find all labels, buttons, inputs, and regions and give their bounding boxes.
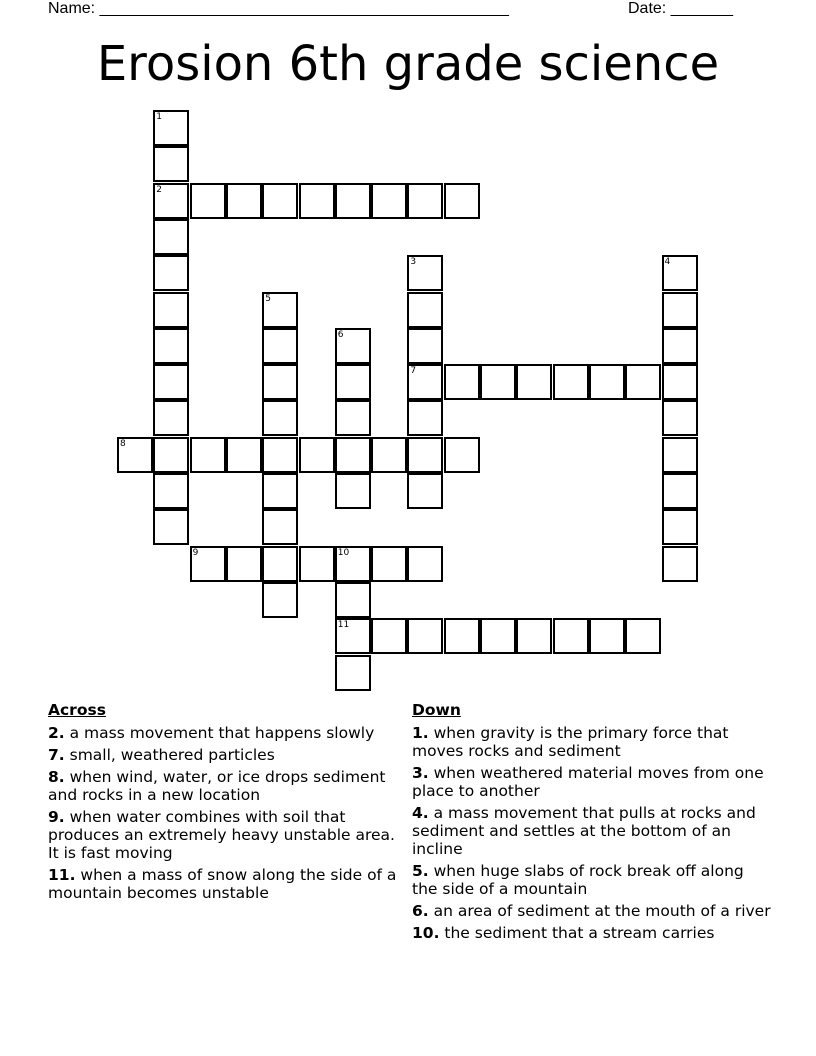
clue-num: 6. [412,902,429,920]
clue-number: 7 [410,366,417,377]
clue-text: when a mass of snow along the side of a mountain becomes unstable [48,866,397,902]
clue-number: 2 [156,184,163,195]
grid-cell[interactable] [662,292,698,328]
grid-cell[interactable] [407,546,443,582]
grid-cell[interactable] [662,509,698,545]
grid-cell[interactable] [226,183,262,219]
grid-cell[interactable] [299,437,335,473]
clue-number: 4 [664,257,671,268]
grid-cell[interactable] [407,400,443,436]
clue-text: when water combines with soil that produces an extremely heavy unstable area. It is fast moving [48,808,395,862]
grid-cell[interactable] [553,364,589,400]
down-clue [412,902,772,920]
grid-cell[interactable] [662,473,698,509]
clue-num: 7. [48,746,65,764]
grid-cell[interactable] [662,328,698,364]
grid-cell[interactable] [190,437,226,473]
grid-cell[interactable] [407,183,443,219]
clue-number: 8 [120,438,126,449]
across-clue [48,808,400,862]
grid-cell[interactable] [371,437,407,473]
clue-number: 11 [337,620,350,631]
grid-cell[interactable] [262,473,298,509]
grid-cell[interactable] [516,618,552,654]
clue-num: 3. [412,764,429,782]
grid-cell[interactable] [262,183,298,219]
across-clue [48,746,400,764]
grid-cell[interactable] [589,618,625,654]
grid-cell[interactable] [407,618,443,654]
grid-cell[interactable] [153,437,189,473]
clue-num: 1. [412,724,429,742]
down-clues [412,700,772,946]
grid-cell[interactable] [262,546,298,582]
grid-cell[interactable] [625,364,661,400]
grid-cell[interactable] [335,546,371,582]
grid-cell[interactable] [371,546,407,582]
grid-cell[interactable] [407,364,443,400]
clue-number: 9 [192,547,199,558]
grid-cell[interactable] [371,618,407,654]
grid-cell[interactable] [516,364,552,400]
grid-cell[interactable] [226,546,262,582]
across-clue [48,866,400,902]
grid-cell[interactable] [153,183,189,219]
clue-number: 3 [410,257,417,268]
grid-cell[interactable] [553,618,589,654]
grid-cell[interactable] [335,328,371,364]
grid-cell[interactable] [407,473,443,509]
grid-cell[interactable] [335,437,371,473]
clue-text: an area of sediment at the mouth of a river [428,902,771,920]
clue-text: a mass movement that happens slowly [64,724,375,742]
clue-text: when gravity is the primary force that moves rocks and sediment [412,724,729,760]
clue-text: the sediment that a stream carries [439,924,715,942]
clue-num: 10. [412,924,440,942]
grid-cell[interactable] [299,183,335,219]
grid-cell[interactable] [335,400,371,436]
clue-num: 9. [48,808,65,826]
grid-cell[interactable] [117,437,153,473]
grid-cell[interactable] [662,546,698,582]
clue-number: 10 [337,547,350,558]
grid-cell[interactable] [190,546,226,582]
grid-cell[interactable] [153,473,189,509]
clue-num: 5. [412,862,429,880]
grid-cell[interactable] [335,183,371,219]
grid-cell[interactable] [262,328,298,364]
grid-cell[interactable] [444,364,480,400]
grid-cell[interactable] [407,328,443,364]
grid-cell[interactable] [262,582,298,618]
grid-cell[interactable] [444,183,480,219]
clue-number: 6 [337,329,344,340]
grid-cell[interactable] [444,618,480,654]
grid-cell[interactable] [262,292,298,328]
clue-text: when wind, water, or ice drops sediment and rocks in a new location [48,768,386,804]
across-clue [48,768,400,804]
grid-cell[interactable] [407,255,443,291]
grid-cell[interactable] [407,437,443,473]
grid-cell[interactable] [153,219,189,255]
grid-cell[interactable] [153,400,189,436]
across-heading: Across [48,701,106,719]
grid-cell[interactable] [226,437,262,473]
grid-cell[interactable] [153,328,189,364]
clue-num: 11. [48,866,76,884]
grid-cell[interactable] [335,473,371,509]
clue-number: 5 [265,293,271,304]
grid-cell[interactable] [589,364,625,400]
date-field-label: Date: _______ [628,0,733,17]
down-clue [412,924,772,942]
grid-cell[interactable] [662,437,698,473]
clue-text: a mass movement that pulls at rocks and sediment and settles at the bottom of an incline [412,804,756,858]
down-clue [412,724,772,760]
grid-cell[interactable] [662,400,698,436]
grid-cell[interactable] [153,509,189,545]
clue-text: when weathered material moves from one place to another [412,764,764,800]
grid-cell[interactable] [262,509,298,545]
grid-cell[interactable] [299,546,335,582]
grid-cell[interactable] [480,618,516,654]
clue-text: when huge slabs of rock break off along the side of a mountain [412,862,744,898]
down-clue [412,764,772,800]
grid-cell[interactable] [153,255,189,291]
grid-cell[interactable] [625,618,661,654]
down-clue [412,804,772,858]
grid-cell[interactable] [662,364,698,400]
grid-cell[interactable] [153,110,189,146]
grid-cell[interactable] [371,183,407,219]
grid-cell[interactable] [153,146,189,182]
grid-cell[interactable] [262,364,298,400]
across-clue [48,724,400,742]
grid-cell[interactable] [444,437,480,473]
grid-cell[interactable] [262,400,298,436]
name-field-label: Name: ______________________________________________ [48,0,509,17]
page-title: Erosion 6th grade science [96,36,720,92]
grid-cell[interactable] [335,655,371,691]
grid-cell[interactable] [662,255,698,291]
clue-num: 2. [48,724,65,742]
clue-num: 8. [48,768,65,786]
down-heading: Down [412,701,461,719]
grid-cell[interactable] [407,292,443,328]
clue-num: 4. [412,804,429,822]
down-clue [412,862,772,898]
across-clues [48,700,400,906]
grid-cell[interactable] [190,183,226,219]
grid-cell[interactable] [153,364,189,400]
grid-cell[interactable] [153,292,189,328]
grid-cell[interactable] [335,618,371,654]
grid-cell[interactable] [480,364,516,400]
clue-text: small, weathered particles [64,746,275,764]
grid-cell[interactable] [262,437,298,473]
grid-cell[interactable] [335,582,371,618]
clue-number: 1 [156,112,163,122]
grid-cell[interactable] [335,364,371,400]
